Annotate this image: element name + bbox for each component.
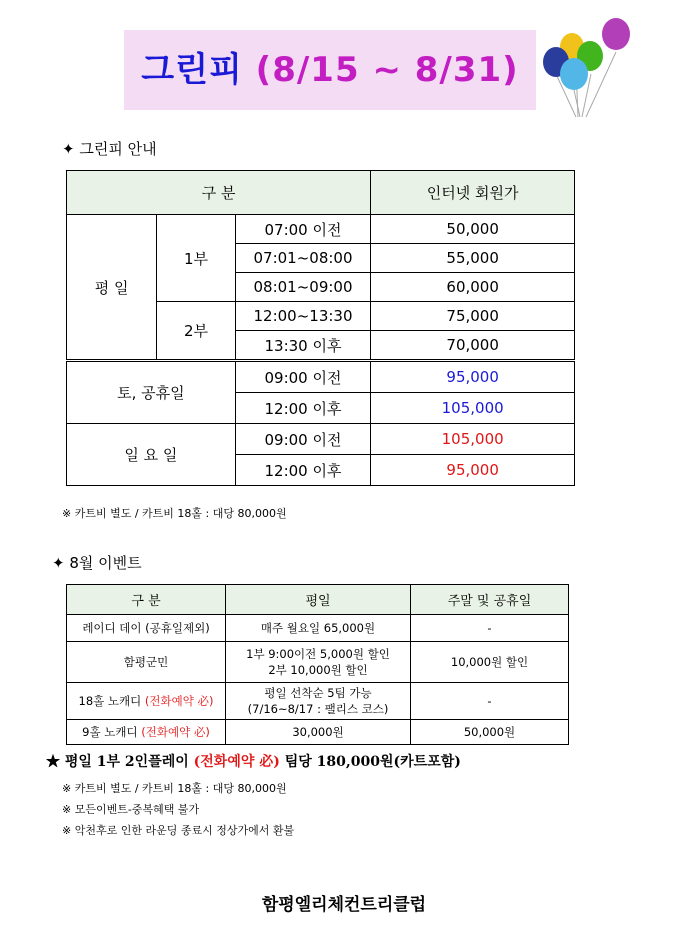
part2-label: 2부 — [157, 302, 235, 361]
time-cell: 09:00 이전 — [235, 424, 371, 455]
saturday-label: 토, 공휴일 — [67, 361, 236, 424]
event-weekday-line: 2부 10,000원 할인 — [268, 663, 368, 677]
weekday-label: 평 일 — [67, 215, 157, 361]
price-cell: 105,000 — [371, 424, 575, 455]
note-line: ※ 카트비 별도 / 카트비 18홀 : 대당 80,000원 — [62, 782, 287, 795]
title-main: 그린피 — [141, 50, 243, 90]
time-cell: 12:00 이후 — [235, 393, 371, 424]
sunday-label: 일 요 일 — [67, 424, 236, 486]
header-category: 구 분 — [67, 171, 371, 215]
header-weekend: 주말 및 공휴일 — [411, 585, 569, 615]
reserve-note: (전화예약 必) — [144, 694, 214, 708]
event-weekend: 10,000원 할인 — [411, 642, 569, 683]
time-cell: 08:01~09:00 — [235, 273, 371, 302]
cart-fee-note: ※ 카트비 별도 / 카트비 18홀 : 대당 80,000원 — [62, 507, 287, 520]
event-table — [66, 584, 569, 745]
event-weekday — [226, 683, 411, 720]
event-weekday: 매주 월요일 65,000원 — [226, 615, 411, 642]
note-line: ※ 모든이벤트-중복혜택 불가 — [62, 803, 200, 816]
greenfee-table — [66, 170, 575, 486]
time-cell: 07:01~08:00 — [235, 244, 371, 273]
price-cell: 95,000 — [371, 455, 575, 486]
event-weekend: - — [411, 683, 569, 720]
event-name — [67, 720, 226, 745]
event-name: 레이디 데이 (공휴일제외) — [67, 615, 226, 642]
promo-reserve: (전화예약 必) — [193, 754, 280, 770]
time-cell: 13:30 이후 — [235, 331, 371, 361]
event-name: 함평군민 — [67, 642, 226, 683]
price-cell: 75,000 — [371, 302, 575, 331]
part1-label: 1부 — [157, 215, 235, 302]
greenfee-section-heading: ✦ 그린피 안내 — [62, 140, 157, 158]
price-cell: 60,000 — [371, 273, 575, 302]
time-cell: 07:00 이전 — [235, 215, 371, 244]
header-weekday: 평일 — [226, 585, 411, 615]
page-title — [124, 30, 536, 110]
event-name-text: 18홀 노캐디 — [78, 694, 142, 708]
promo-prefix: ★ 평일 1부 2인플레이 — [46, 754, 194, 770]
promo-suffix: 팀당 180,000원(카트포함) — [279, 754, 461, 770]
time-cell: 09:00 이전 — [235, 361, 371, 393]
event-name-text: 9홀 노캐디 — [82, 725, 138, 739]
time-cell: 12:00 이후 — [235, 455, 371, 486]
event-weekday: 30,000원 — [226, 720, 411, 745]
promo-line — [46, 751, 461, 771]
header-price: 인터넷 회원가 — [371, 171, 575, 215]
title-dates: (8/15 ~ 8/31) — [255, 50, 519, 90]
event-name — [67, 683, 226, 720]
event-weekend: - — [411, 615, 569, 642]
balloons-icon — [536, 12, 636, 122]
price-cell: 70,000 — [371, 331, 575, 361]
price-cell: 50,000 — [371, 215, 575, 244]
event-weekday-line: 1부 9:00이전 5,000원 할인 — [246, 647, 390, 661]
club-name: 함평엘리체컨트리클럽 — [261, 895, 427, 915]
header-category: 구 분 — [67, 585, 226, 615]
time-cell: 12:00~13:30 — [235, 302, 371, 331]
event-weekend: 50,000원 — [411, 720, 569, 745]
event-weekday-line: 평일 선착순 5팀 가능 — [264, 686, 372, 700]
event-section-heading: ✦ 8월 이벤트 — [52, 554, 142, 572]
price-cell: 55,000 — [371, 244, 575, 273]
event-weekday-line: (7/16~8/17 : 팰리스 코스) — [247, 702, 389, 716]
event-weekday — [226, 642, 411, 683]
note-line: ※ 악천후로 인한 라운딩 종료시 정상가에서 환불 — [62, 824, 295, 837]
reserve-note: (전화예약 必) — [141, 725, 210, 739]
price-cell: 105,000 — [371, 393, 575, 424]
price-cell: 95,000 — [371, 361, 575, 393]
